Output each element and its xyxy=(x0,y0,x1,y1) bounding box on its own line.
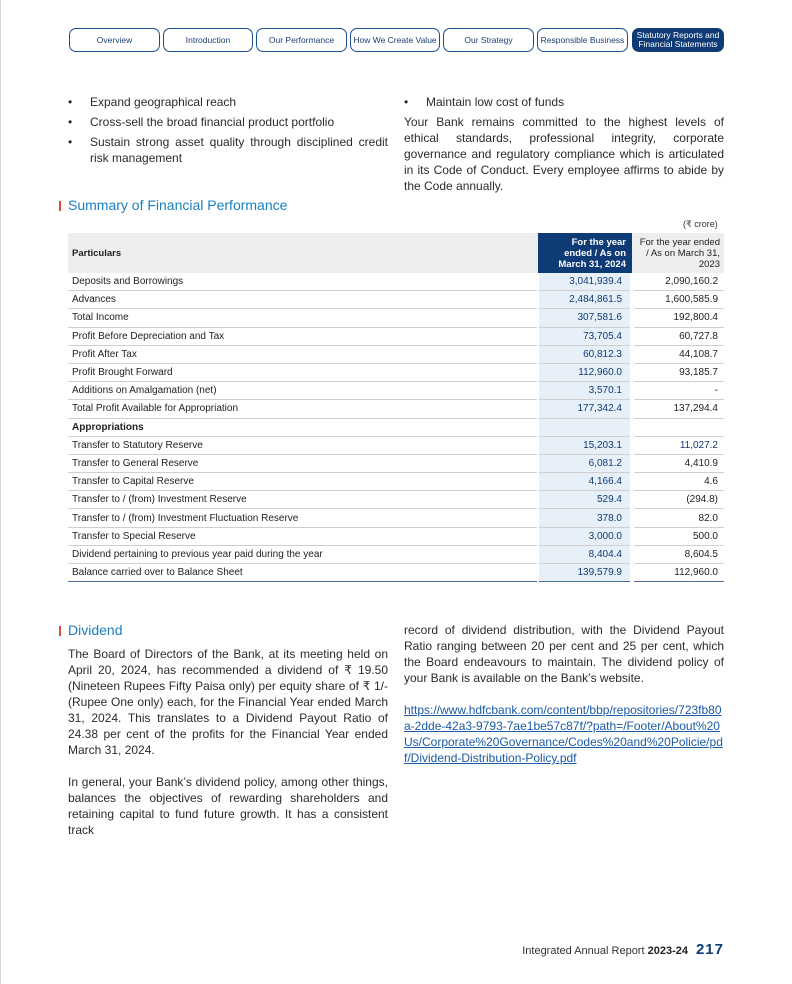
current-year-value: 3,041,939.4 xyxy=(538,273,632,291)
header-previous-year: For the year ended / As on March 31, 2023 xyxy=(632,233,724,273)
table-row xyxy=(68,436,724,454)
summary-heading: Summary of Financial Performance xyxy=(68,197,288,213)
current-year-value: 4,166.4 xyxy=(538,473,632,491)
current-year-value: 112,960.0 xyxy=(538,363,632,381)
row-label: Transfer to Statutory Reserve xyxy=(68,436,538,454)
tab-overview[interactable]: Overview xyxy=(69,28,160,52)
row-label: Transfer to / (from) Investment Reserve xyxy=(68,491,538,509)
dividend-left-column xyxy=(68,646,388,854)
previous-year-value: 192,800.4 xyxy=(632,309,724,327)
row-label: Profit After Tax xyxy=(68,345,538,363)
table-row xyxy=(68,345,724,363)
table-row xyxy=(68,454,724,472)
tab-our-strategy[interactable]: Our Strategy xyxy=(443,28,534,52)
header-particulars: Particulars xyxy=(68,233,538,273)
row-label: Appropriations xyxy=(68,418,538,436)
dividend-paragraph-3: record of dividend distribution, with the Dividend Payout Ratio ranging between 20 per cent and 25 per cent, which the Board endeavours to maintain. The dividend policy of your Bank is available on the Bank’s website. xyxy=(404,623,724,685)
page-edge xyxy=(0,0,1,984)
previous-year-value: 82.0 xyxy=(632,509,724,527)
previous-year-value: 1,600,585.9 xyxy=(632,291,724,309)
goals-list-left xyxy=(68,94,388,170)
current-year-value: 3,000.0 xyxy=(538,527,632,545)
dividend-paragraph-2: In general, your Bank’s dividend policy, among other things, balances the objectives of rewarding shareholders and retaining capital to fund future growth. It has a consistent track xyxy=(68,775,388,837)
row-label: Transfer to Capital Reserve xyxy=(68,473,538,491)
table-row xyxy=(68,327,724,345)
row-label: Advances xyxy=(68,291,538,309)
current-year-value: 3,570.1 xyxy=(538,382,632,400)
table-row xyxy=(68,309,724,327)
current-year-value: 139,579.9 xyxy=(538,564,632,582)
row-label: Profit Before Depreciation and Tax xyxy=(68,327,538,345)
table-row xyxy=(68,564,724,582)
row-label: Total Profit Available for Appropriation xyxy=(68,400,538,418)
ethics-paragraph: Your Bank remains committed to the highest levels of ethical standards, professional integrity, corporate governance and regulatory compliance which is articulated in its Code of Conduct. Every employee affirms to abide by the Code annually. xyxy=(404,115,724,193)
row-label: Total Income xyxy=(68,309,538,327)
previous-year-value: 2,090,160.2 xyxy=(632,273,724,291)
row-label: Additions on Amalgamation (net) xyxy=(68,382,538,400)
dividend-paragraph-1: The Board of Directors of the Bank, at its meeting held on April 20, 2024, has recommended a dividend of ₹ 19.50 (Nineteen Rupees Fifty Paisa only) per equity share of ₹ 1/- (Rupee One only) each, for the Financial Year ended March 31, 2024. This translates to a Dividend Payout Ratio of 24.38 per cent of the profits for the Financial Year ended March 31, 2024. xyxy=(68,647,388,757)
table-row xyxy=(68,273,724,291)
row-label: Profit Brought Forward xyxy=(68,363,538,381)
current-year-value: 307,581.6 xyxy=(538,309,632,327)
tab-our-performance[interactable]: Our Performance xyxy=(256,28,347,52)
list-item: • Cross-sell the broad financial product portfolio xyxy=(68,114,388,130)
current-year-value: 378.0 xyxy=(538,509,632,527)
current-year-value: 177,342.4 xyxy=(538,400,632,418)
previous-year-value: (294.8) xyxy=(632,491,724,509)
report-title: Integrated Annual Report 2023-24 xyxy=(522,945,688,957)
current-year-value xyxy=(538,418,632,436)
table-row xyxy=(68,509,724,527)
previous-year-value: 93,185.7 xyxy=(632,363,724,381)
unit-note: (₹ crore) xyxy=(683,219,718,229)
previous-year-value: 44,108.7 xyxy=(632,345,724,363)
current-year-value: 2,484,861.5 xyxy=(538,291,632,309)
previous-year-value: - xyxy=(632,382,724,400)
list-item: • Expand geographical reach xyxy=(68,94,388,110)
table-row xyxy=(68,491,724,509)
dividend-policy-link[interactable]: https://www.hdfcbank.com/content/bbp/repositories/723fb80a-2dde-42a3-9793-7ae1be57c87f/?path=/Footer/About%20Us/Corporate%20Governance/Codes%20and%20Policie/pdf/Dividend-Distribution-Policy.pdf xyxy=(404,703,723,765)
list-item: • Sustain strong asset quality through disciplined credit risk management xyxy=(68,134,388,166)
current-year-value: 529.4 xyxy=(538,491,632,509)
goals-list-right xyxy=(404,94,724,194)
row-label: Transfer to General Reserve xyxy=(68,454,538,472)
table-row xyxy=(68,418,724,436)
previous-year-value: 8,604.5 xyxy=(632,545,724,563)
current-year-value: 15,203.1 xyxy=(538,436,632,454)
previous-year-value: 60,727.8 xyxy=(632,327,724,345)
dividend-right-column xyxy=(404,622,724,782)
financial-summary-table xyxy=(68,233,724,582)
current-year-value: 8,404.4 xyxy=(538,545,632,563)
table-row xyxy=(68,400,724,418)
tab-responsible-business[interactable]: Responsible Business xyxy=(537,28,628,52)
section-marker xyxy=(59,626,61,636)
table-row xyxy=(68,363,724,381)
table-row xyxy=(68,527,724,545)
previous-year-value: 137,294.4 xyxy=(632,400,724,418)
previous-year-value: 112,960.0 xyxy=(632,564,724,582)
row-label: Transfer to / (from) Investment Fluctuation Reserve xyxy=(68,509,538,527)
previous-year-value: 11,027.2 xyxy=(632,436,724,454)
header-current-year: For the year ended / As on March 31, 2024 xyxy=(538,233,632,273)
table-row xyxy=(68,382,724,400)
previous-year-value: 500.0 xyxy=(632,527,724,545)
page-number: 217 xyxy=(695,941,724,958)
tab-how-we-create-value[interactable]: How We Create Value xyxy=(350,28,440,52)
row-label: Balance carried over to Balance Sheet xyxy=(68,564,538,582)
table-row xyxy=(68,545,724,563)
table-header-row xyxy=(68,233,724,273)
row-label: Dividend pertaining to previous year paid during the year xyxy=(68,545,538,563)
list-item: • Maintain low cost of funds xyxy=(404,94,724,110)
table-row xyxy=(68,473,724,491)
current-year-value: 73,705.4 xyxy=(538,327,632,345)
page-footer xyxy=(522,941,724,958)
tab-statutory-reports[interactable]: Statutory Reports and Financial Statements xyxy=(632,28,724,52)
table-row xyxy=(68,291,724,309)
row-label: Deposits and Borrowings xyxy=(68,273,538,291)
current-year-value: 60,812.3 xyxy=(538,345,632,363)
row-label: Transfer to Special Reserve xyxy=(68,527,538,545)
current-year-value: 6,081.2 xyxy=(538,454,632,472)
previous-year-value: 4,410.9 xyxy=(632,454,724,472)
previous-year-value: 4.6 xyxy=(632,473,724,491)
tab-introduction[interactable]: Introduction xyxy=(163,28,253,52)
dividend-heading: Dividend xyxy=(68,622,123,638)
previous-year-value xyxy=(632,418,724,436)
section-marker xyxy=(59,201,61,211)
